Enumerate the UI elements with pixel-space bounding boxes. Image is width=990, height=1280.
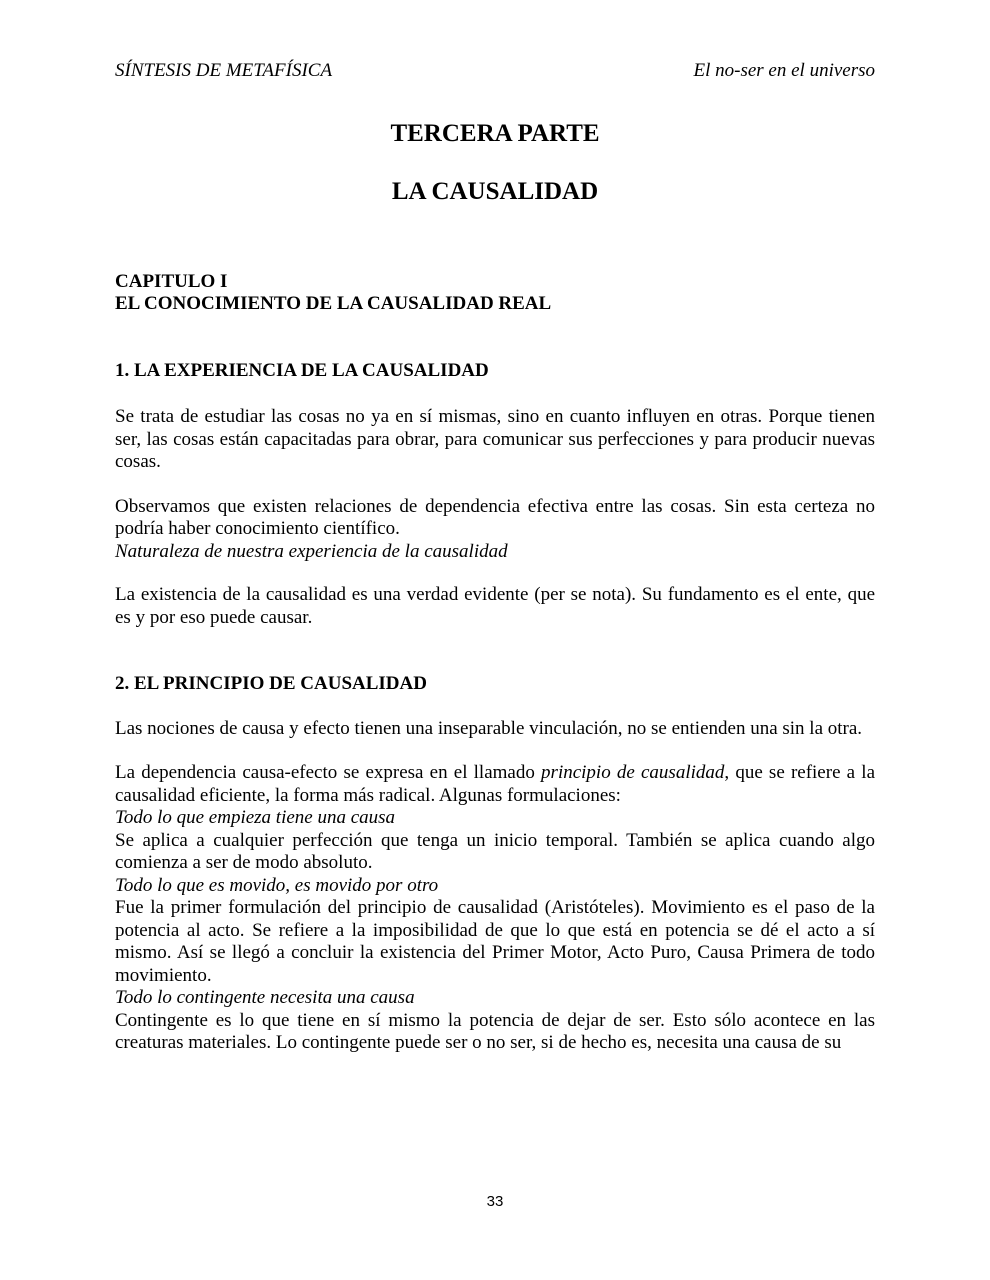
paragraph-2-prefix: La dependencia causa-efecto se expresa en el llamado — [115, 762, 542, 783]
paragraph-2-italic-phrase: principio de causalidad — [541, 762, 725, 783]
section-2-paragraph-2 — [115, 762, 875, 807]
formulation-2-body: Fue la primer formulación del principio de causalidad (Aristóteles). Movimiento es el paso de la potencia al acto. Se refiere a la imposibilidad de que lo que está en potencia se dé el acto a sí mismo. Así se llegó a concluir la existencia del Primer Motor, Acto Puro, Causa Primera de todo movimiento. — [115, 897, 875, 986]
section-1-heading: 1. LA EXPERIENCIA DE LA CAUSALIDAD — [115, 359, 489, 381]
section-2-paragraph-1: Las nociones de causa y efecto tienen una inseparable vinculación, no se entienden una sin la otra. — [115, 717, 863, 739]
page-number: 33 — [486, 1193, 504, 1210]
running-header-left: SÍNTESIS DE METAFÍSICA — [115, 60, 333, 81]
paragraph-2-suffix: , que se refiere a la causalidad eficiente, la forma más radical. Algunas formulaciones: — [115, 762, 876, 806]
chapter-heading — [115, 271, 875, 316]
formulation-1-body: Se aplica a cualquier perfección que tenga un inicio temporal. También se aplica cuando algo comienza a ser de modo absoluto. — [115, 829, 875, 873]
section-1-subheading: Naturaleza de nuestra experiencia de la causalidad — [115, 540, 508, 562]
document-subtitle: LA CAUSALIDAD — [391, 177, 599, 205]
section-2-heading: 2. EL PRINCIPIO DE CAUSALIDAD — [115, 673, 427, 694]
section-1-paragraph-1: Se trata de estudiar las cosas no ya en sí mismas, sino en cuanto influyen en otras. Porque tienen ser, las cosas están capacitadas para obrar, para comunicar sus perfecciones y para producir nuevas cosas. — [115, 406, 875, 472]
formulation-1-title: Todo lo que empieza tiene una causa — [115, 807, 396, 828]
running-header — [115, 60, 875, 83]
chapter-title: EL CONOCIMIENTO DE LA CAUSALIDAD REAL — [115, 293, 552, 314]
section-1-paragraph-2: Observamos que existen relaciones de dependencia efectiva entre las cosas. Sin esta certeza no podría haber conocimiento científico. — [115, 495, 875, 539]
document-title: TERCERA PARTE — [390, 119, 600, 147]
running-header-right: El no-ser en el universo — [693, 60, 875, 81]
formulation-2-title: Todo lo que es movido, es movido por otro — [115, 874, 439, 896]
formulation-3-title: Todo lo contingente necesita una causa — [115, 987, 415, 1008]
chapter-number: CAPITULO I — [115, 270, 228, 292]
section-1-paragraph-3: La existencia de la causalidad es una verdad evidente (per se nota). Su fundamento es el ente, que es y por eso puede causar. — [115, 584, 875, 628]
formulation-3-body: Contingente es lo que tiene en sí mismo la potencia de dejar de ser. Esto sólo acontece en las creaturas materiales. Lo contingente puede ser o no ser, si de hecho es, necesita una causa de su — [115, 1009, 875, 1053]
